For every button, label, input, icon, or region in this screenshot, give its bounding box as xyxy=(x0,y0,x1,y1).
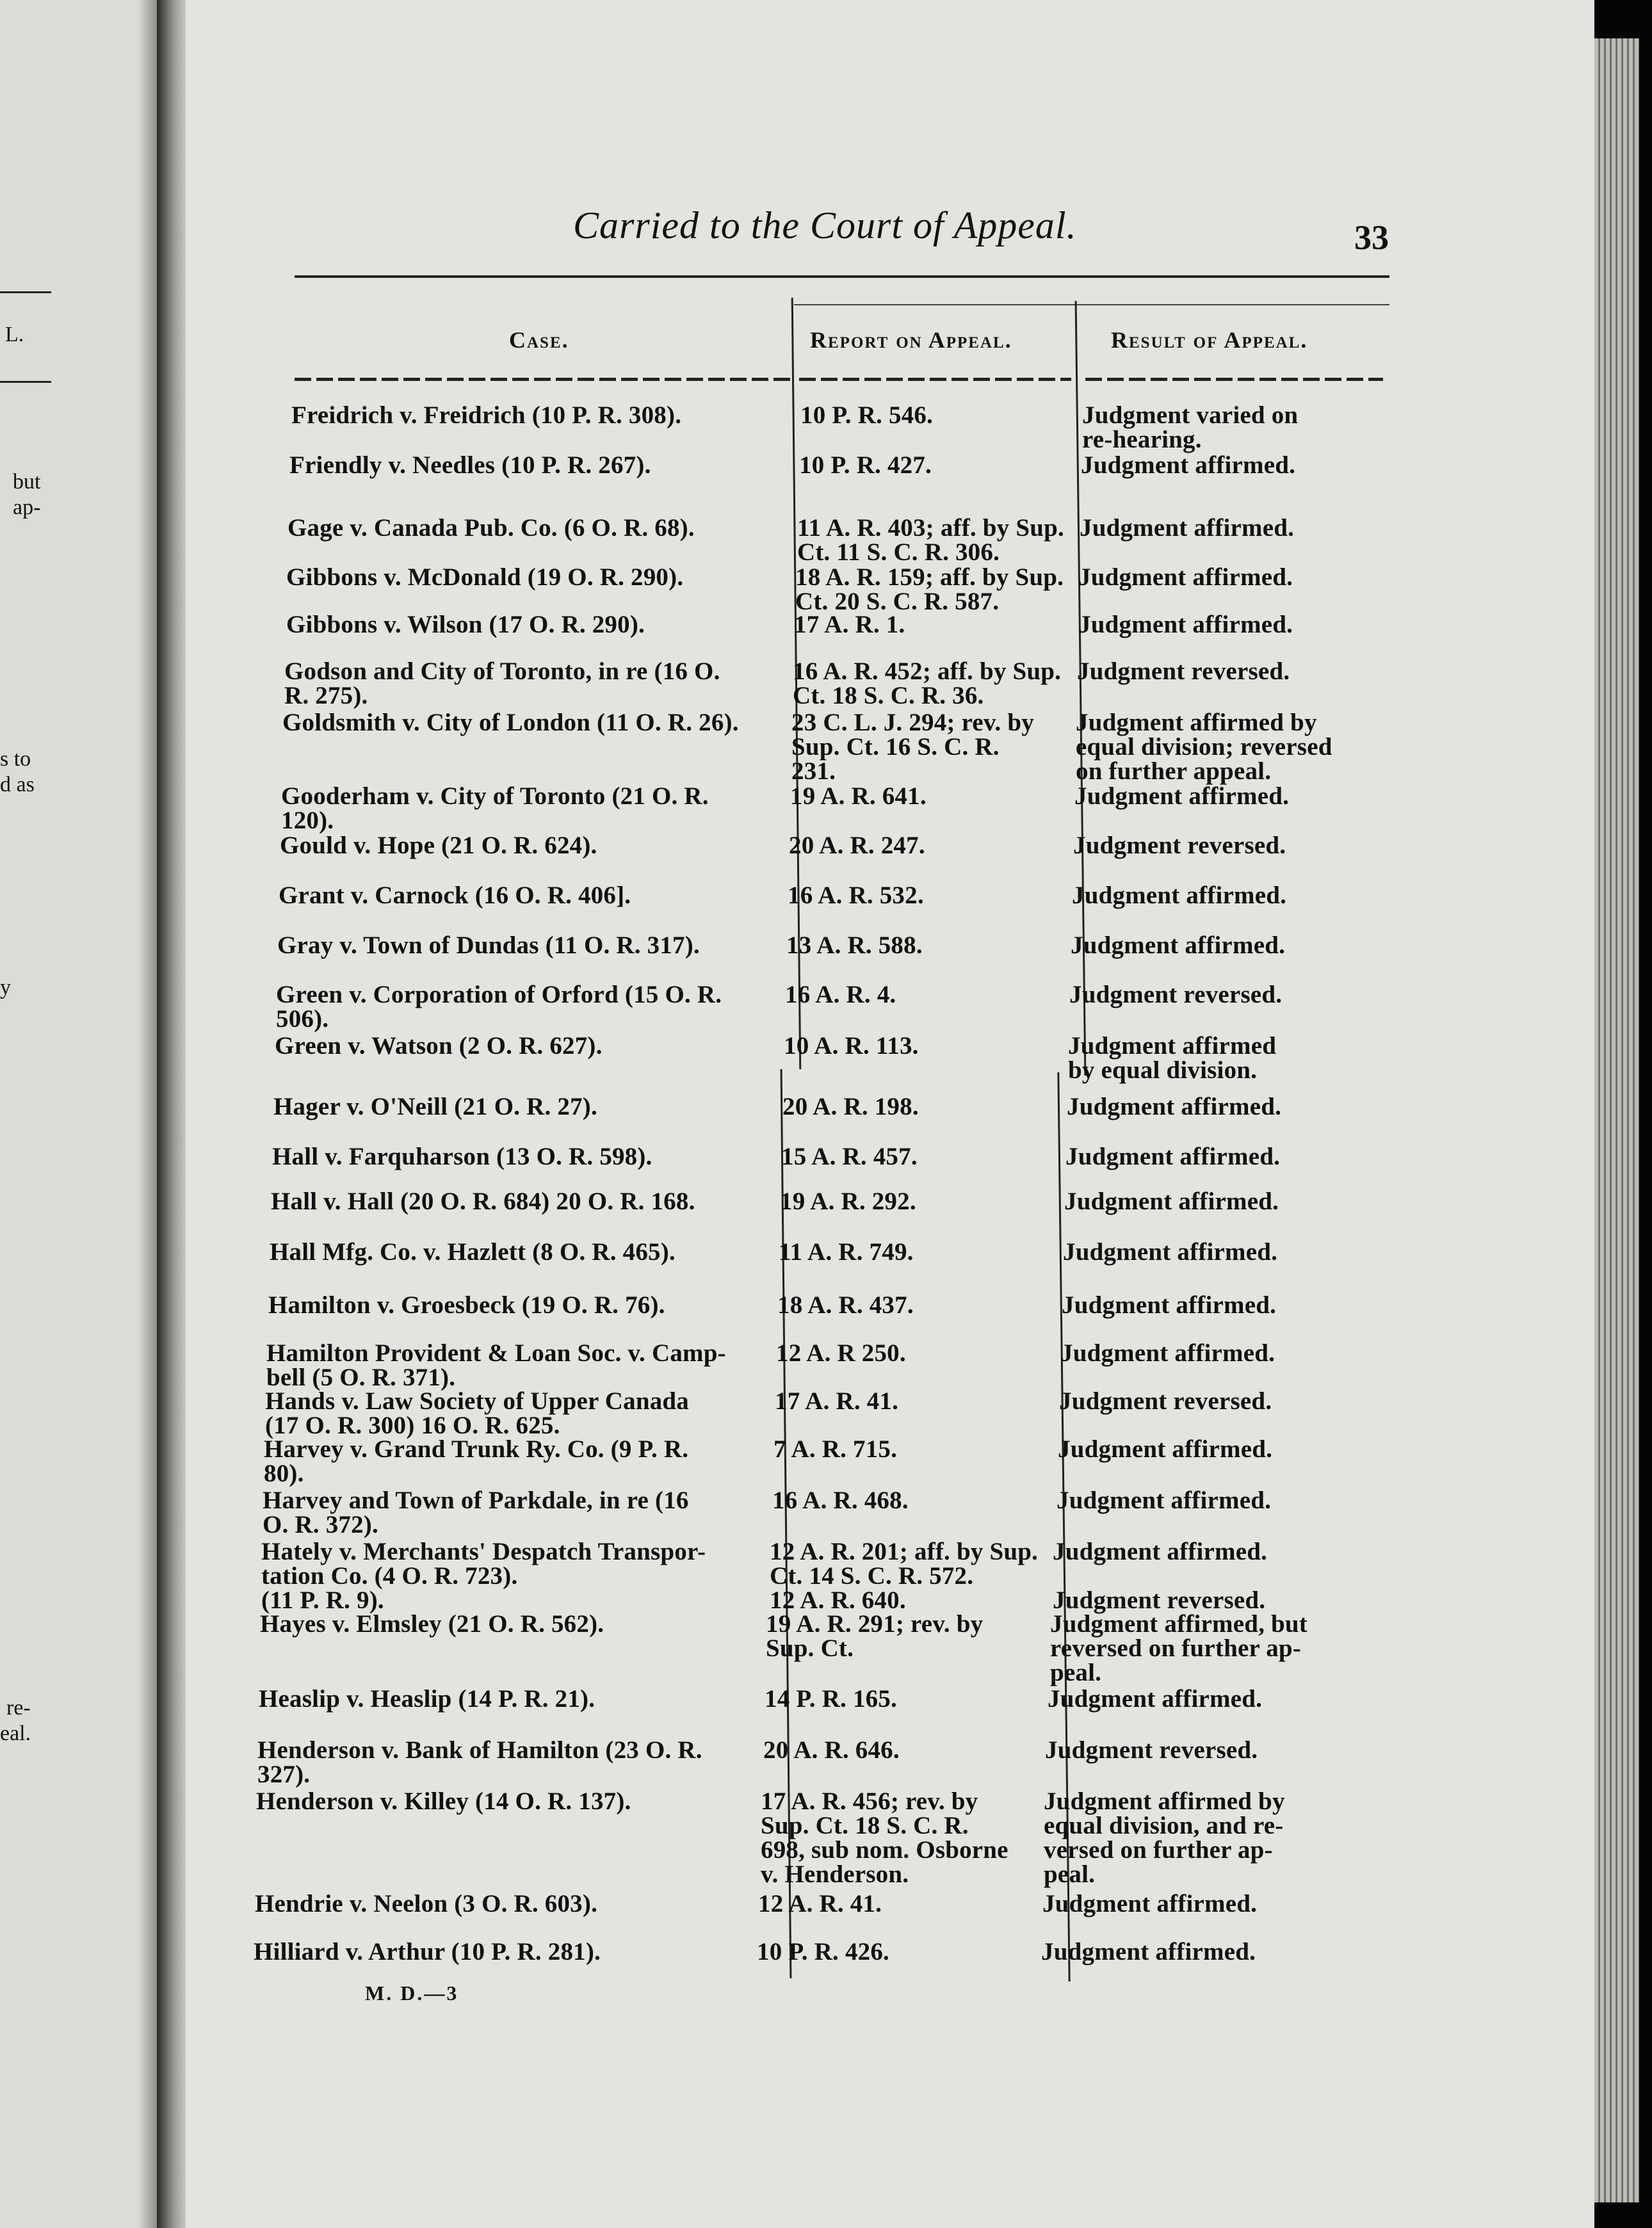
signature-mark: M. D.—3 xyxy=(365,1982,459,2005)
case-name: Heaslip v. Heaslip (14 P. R. 21). xyxy=(259,1685,595,1713)
appeal-result: Judgment affirmed. xyxy=(1078,611,1293,638)
appeal-report: 13 A. R. 588. xyxy=(786,932,923,959)
appeal-report: 17 A. R. 41. xyxy=(775,1387,899,1415)
page-edges xyxy=(1594,38,1639,2202)
appeal-result: Judgment affirmed. xyxy=(1060,1339,1275,1367)
appeal-report: 15 A. R. 457. xyxy=(781,1143,918,1170)
case-name: Goldsmith v. City of London (11 O. R. 26). xyxy=(282,709,739,736)
case-name: Hall v. Farquharson (13 O. R. 598). xyxy=(272,1143,652,1170)
previous-page-edge xyxy=(0,0,159,2228)
appeal-report: 10 P. R. 546. xyxy=(800,401,934,429)
case-name: Hamilton v. Groesbeck (19 O. R. 76). xyxy=(268,1291,665,1319)
appeal-result: Judgment affirmed. xyxy=(1042,1890,1258,1917)
appeal-report: 16 A. R. 452; aff. by Sup. Ct. 18 S. C. R. 36. xyxy=(793,658,1062,709)
appeal-report: 10 P. R. 427. xyxy=(799,451,932,479)
appeal-report: 19 A. R. 292. xyxy=(780,1188,916,1215)
appeal-report: 18 A. R. 159; aff. by Sup. Ct. 20 S. C. R. 587. xyxy=(795,563,1064,615)
case-name: Freidrich v. Freidrich (10 P. R. 308). xyxy=(291,401,682,429)
appeal-report: 11 A. R. 749. xyxy=(779,1238,914,1266)
appeal-result: Judgment affirmed. xyxy=(1071,932,1286,959)
previous-page-fragment: re- xyxy=(6,1696,31,1720)
case-name: Hendrie v. Neelon (3 O. R. 603). xyxy=(255,1890,598,1917)
previous-page-fragment: but xyxy=(13,470,41,494)
appeal-report: 14 P. R. 165. xyxy=(765,1685,898,1713)
appeal-report: 20 A. R. 247. xyxy=(789,832,925,859)
appeal-result: Judgment reversed. xyxy=(1069,981,1283,1008)
header-rule xyxy=(295,275,1389,278)
appeal-report: 11 A. R. 403; aff. by Sup. Ct. 11 S. C. R. 306. xyxy=(797,514,1064,566)
appeal-report: 12 A. R. 41. xyxy=(758,1890,882,1917)
case-name: Green v. Corporation of Orford (15 O. R. 506). xyxy=(276,981,722,1033)
appeal-result: Judgment reversed. xyxy=(1077,658,1290,685)
appeal-result: Judgment affirmed. xyxy=(1078,563,1293,591)
appeal-result: Judgment affirmed by equal division. xyxy=(1068,1032,1277,1084)
previous-page-fragment: d as xyxy=(0,773,35,796)
appeal-report: 7 A. R. 715. xyxy=(773,1435,898,1463)
appeal-report: 20 A. R. 646. xyxy=(763,1736,900,1764)
appeal-report: 10 P. R. 426. xyxy=(757,1938,890,1966)
appeal-result: Judgment reversed. xyxy=(1059,1387,1272,1415)
appeal-result: Judgment affirmed. Judgment reversed. xyxy=(1053,1538,1268,1614)
appeal-report: 12 A. R. 201; aff. by Sup. Ct. 14 S. C. R. 572. 12 A. R. 640. xyxy=(770,1538,1039,1614)
appeal-result: Judgment affirmed by equal division, and re- versed on further ap- peal. xyxy=(1044,1788,1285,1888)
appeal-report: 16 A. R. 468. xyxy=(772,1487,909,1514)
column-rule-report xyxy=(799,378,1071,381)
appeal-report: 17 A. R. 456; rev. by Sup. Ct. 18 S. C. R. 698, sub nom. Osborne v. Henderson. xyxy=(761,1788,1008,1888)
case-name: Godson and City of Toronto, in re (16 O. R. 275). xyxy=(284,658,720,709)
appeal-report: 10 A. R. 113. xyxy=(784,1032,919,1060)
appeal-result: Judgment affirmed. xyxy=(1074,782,1290,810)
appeal-result: Judgment varied on re-hearing. xyxy=(1082,401,1299,453)
appeal-result: Judgment reversed. xyxy=(1045,1736,1258,1764)
appeal-report: 23 C. L. J. 294; rev. by Sup. Ct. 16 S. C. R. 231. xyxy=(791,709,1034,785)
case-name: Henderson v. Bank of Hamilton (23 O. R. 327). xyxy=(257,1736,702,1788)
appeal-report: 12 A. R 250. xyxy=(776,1339,906,1367)
appeal-result: Judgment affirmed. xyxy=(1080,514,1295,542)
case-name: Harvey and Town of Parkdale, in re (16 O. R. 372). xyxy=(263,1487,689,1538)
appeal-result: Judgment affirmed, but reversed on further ap- peal. xyxy=(1050,1610,1308,1686)
case-name: Gould v. Hope (21 O. R. 624). xyxy=(280,832,597,859)
appeal-report: 17 A. R. 1. xyxy=(794,611,905,638)
book-spine xyxy=(157,0,186,2228)
column-rule-result xyxy=(1085,378,1383,381)
appeal-result: Judgment affirmed. xyxy=(1065,1143,1281,1170)
appeal-result: Judgment affirmed. xyxy=(1081,451,1296,479)
case-name: Hilliard v. Arthur (10 P. R. 281). xyxy=(254,1938,601,1966)
header-rule-secondary xyxy=(794,304,1389,305)
appeal-result: Judgment affirmed. xyxy=(1048,1685,1263,1713)
case-name: Hands v. Law Society of Upper Canada (17 O. R. 300) 16 O. R. 625. xyxy=(265,1387,689,1439)
case-name: Hately v. Merchants' Despatch Transpor- tation Co. (4 O. R. 723). (11 P. R. 9). xyxy=(261,1538,706,1614)
appeal-result: Judgment affirmed. xyxy=(1067,1093,1282,1120)
gutter-shadow xyxy=(138,0,157,2228)
appeal-report: 19 A. R. 291; rev. by Sup. Ct. xyxy=(766,1610,984,1662)
previous-page-fragment: ap- xyxy=(13,496,41,519)
appeal-result: Judgment affirmed. xyxy=(1064,1188,1279,1215)
running-head: Carried to the Court of Appeal. xyxy=(573,204,1077,246)
case-name: Gage v. Canada Pub. Co. (6 O. R. 68). xyxy=(287,514,695,542)
appeal-result: Judgment reversed. xyxy=(1073,832,1286,859)
case-name: Hayes v. Elmsley (21 O. R. 562). xyxy=(260,1610,604,1638)
appeal-result: Judgment affirmed. xyxy=(1057,1487,1272,1514)
appeal-report: 18 A. R. 437. xyxy=(777,1291,914,1319)
case-name: Grant v. Carnock (16 O. R. 406]. xyxy=(279,882,631,909)
case-name: Hall Mfg. Co. v. Hazlett (8 O. R. 465). xyxy=(270,1238,676,1266)
case-name: Gooderham v. City of Toronto (21 O. R. 120). xyxy=(281,782,709,834)
appeal-report: 20 A. R. 198. xyxy=(782,1093,919,1120)
case-name: Gray v. Town of Dundas (11 O. R. 317). xyxy=(277,932,700,959)
case-name: Harvey v. Grand Trunk Ry. Co. (9 P. R. 80). xyxy=(264,1435,689,1487)
previous-page-fragment: L. xyxy=(5,323,24,346)
appeal-result: Judgment affirmed. xyxy=(1072,882,1287,909)
column-header-case: Case. xyxy=(509,327,569,353)
appeal-result: Judgment affirmed. xyxy=(1063,1238,1278,1266)
previous-page-rule xyxy=(0,291,51,293)
appeal-result: Judgment affirmed. xyxy=(1062,1291,1277,1319)
case-name: Green v. Watson (2 O. R. 627). xyxy=(275,1032,603,1060)
case-name: Hamilton Provident & Loan Soc. v. Camp- bell (5 O. R. 371). xyxy=(266,1339,726,1391)
appeal-report: 19 A. R. 641. xyxy=(790,782,927,810)
appeal-result: Judgment affirmed. xyxy=(1041,1938,1256,1966)
appeal-report: 16 A. R. 4. xyxy=(785,981,896,1008)
case-name: Gibbons v. Wilson (17 O. R. 290). xyxy=(286,611,645,638)
previous-page-rule xyxy=(0,381,51,383)
case-name: Friendly v. Needles (10 P. R. 267). xyxy=(289,451,651,479)
case-name: Hall v. Hall (20 O. R. 684) 20 O. R. 168. xyxy=(271,1188,695,1215)
column-rule-case xyxy=(295,378,791,381)
column-header-result: Result of Appeal. xyxy=(1111,327,1308,353)
appeal-report: 16 A. R. 532. xyxy=(788,882,924,909)
column-header-report: Report on Appeal. xyxy=(810,327,1012,353)
page-number: 33 xyxy=(1354,218,1389,257)
appeal-result: Judgment affirmed by equal division; reversed on further appeal. xyxy=(1076,709,1332,785)
case-name: Gibbons v. McDonald (19 O. R. 290). xyxy=(286,563,684,591)
appeal-result: Judgment affirmed. xyxy=(1058,1435,1273,1463)
previous-page-fragment: eal. xyxy=(0,1722,31,1745)
case-name: Hager v. O'Neill (21 O. R. 27). xyxy=(273,1093,597,1120)
previous-page-fragment: s to xyxy=(0,747,31,771)
previous-page-fragment: y xyxy=(0,976,11,999)
case-name: Henderson v. Killey (14 O. R. 137). xyxy=(256,1788,631,1815)
